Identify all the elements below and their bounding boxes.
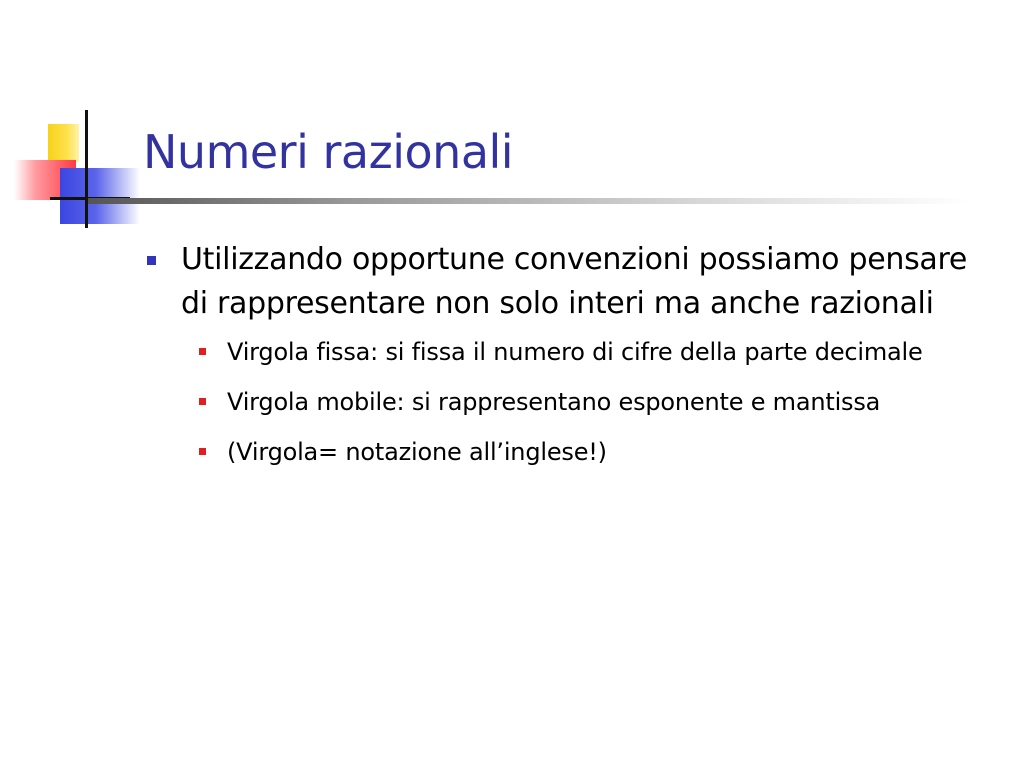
square-bullet-icon (199, 348, 206, 355)
title-underline (88, 198, 968, 204)
square-bullet-icon (199, 448, 206, 455)
slide-logo (0, 0, 150, 240)
sub-bullet-text: Virgola fissa: si fissa il numero di cifre della parte decimale (227, 338, 923, 366)
logo-yellow-square (48, 124, 79, 162)
slide-title: Numeri razionali (143, 125, 514, 179)
sub-bullet-list (145, 332, 985, 472)
sub-bullet-text: (Virgola= notazione all’inglese!) (227, 438, 607, 466)
logo-blue-square (60, 168, 140, 224)
slide-content (145, 238, 985, 482)
sub-bullet-item (196, 332, 985, 372)
square-bullet-icon (199, 398, 206, 405)
bullet-text: Utilizzando opportune convenzioni possiamo pensare di rappresentare non solo interi ma anche razionali (181, 242, 968, 321)
sub-bullet-item (196, 432, 985, 472)
logo-vertical-line (85, 110, 88, 228)
sub-bullet-text: Virgola mobile: si rappresentano esponente e mantissa (227, 388, 881, 416)
sub-bullet-item (196, 382, 985, 422)
bullet-item (145, 238, 985, 326)
square-bullet-icon (147, 256, 156, 265)
